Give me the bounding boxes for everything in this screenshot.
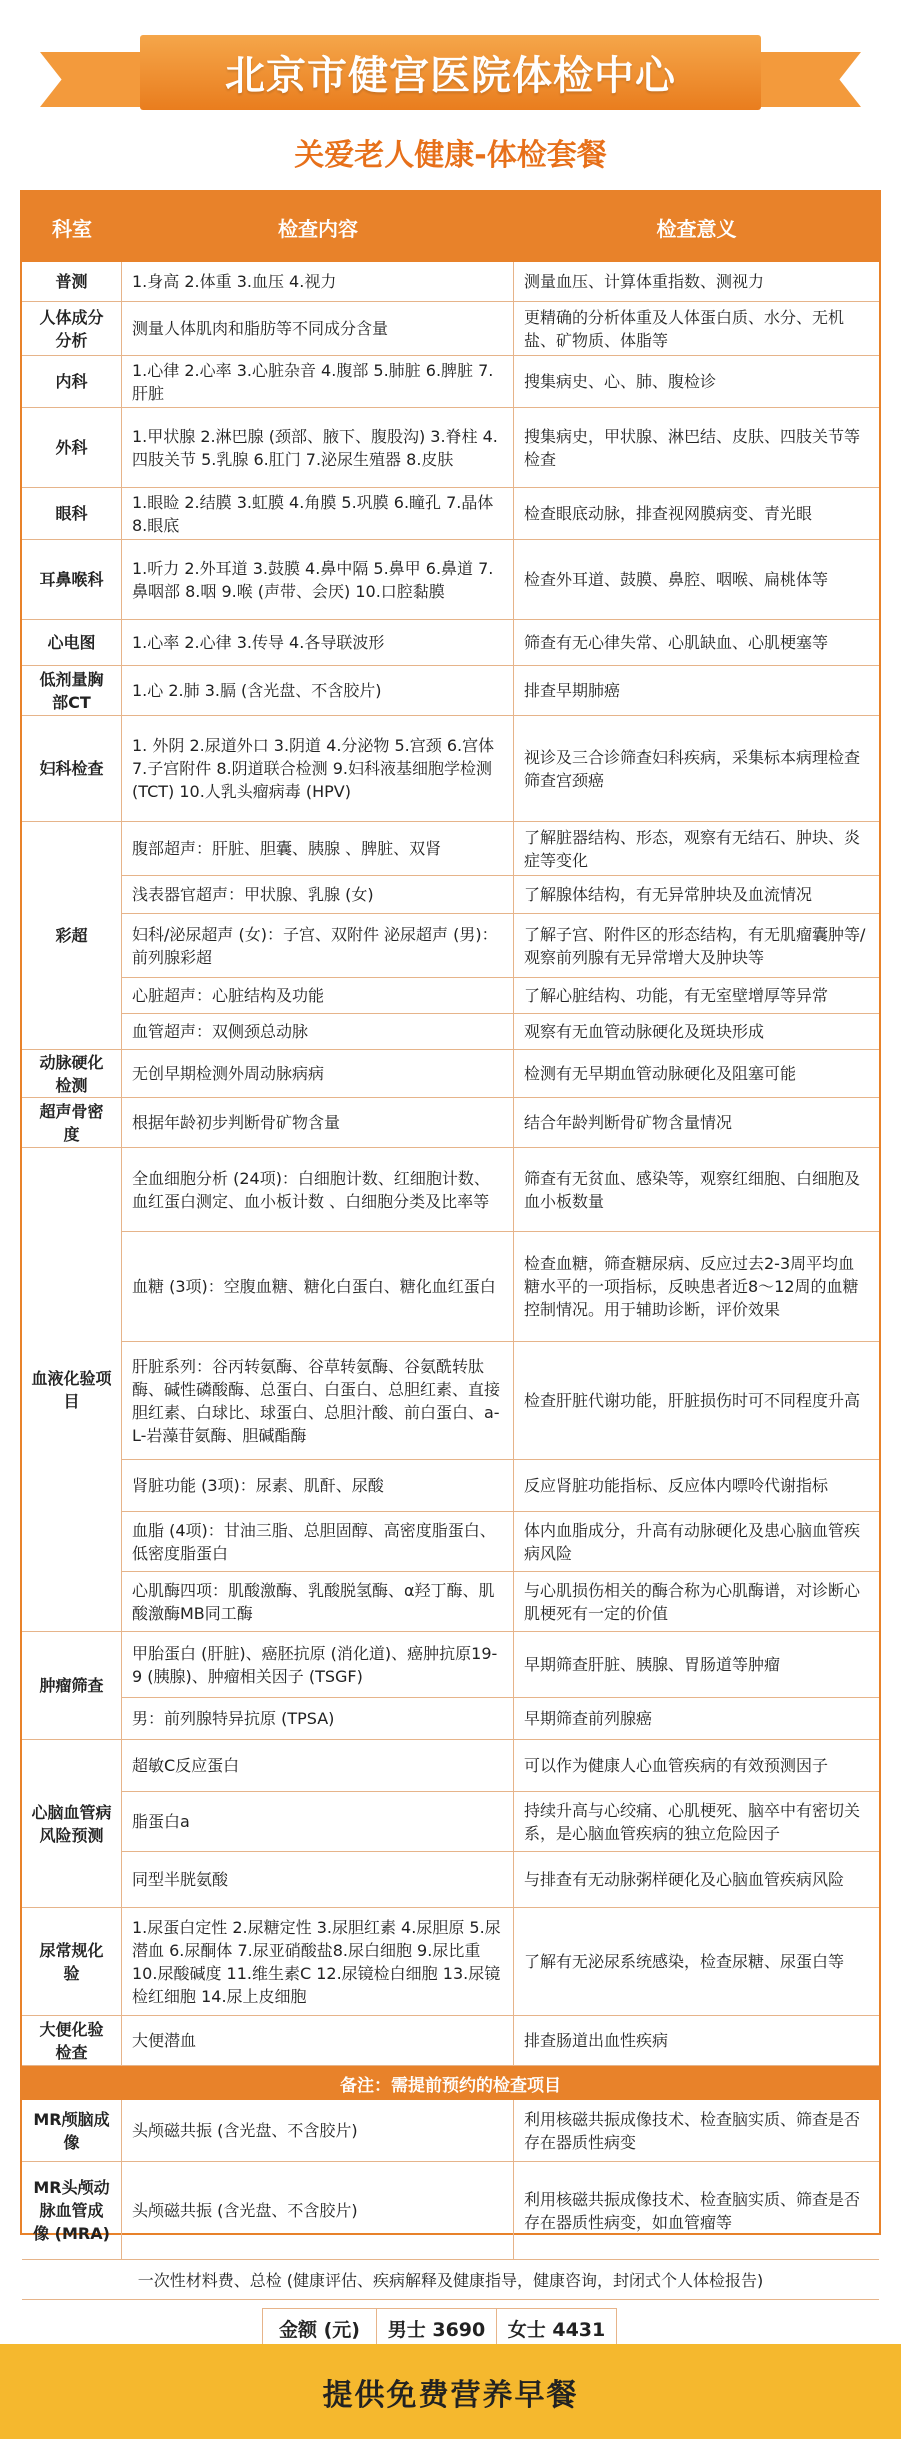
fee-note: 一次性材料费、总检 (健康评估、疾病解释及健康指导，健康咨询，封闭式个人体检报告) xyxy=(22,2260,879,2300)
dept-cell: 外科 xyxy=(22,408,122,487)
item-cell: 腹部超声：肝脏、胆囊、胰腺 、脾脏、双肾 xyxy=(122,822,514,875)
table-row xyxy=(22,2100,879,2162)
item-cell: 全血细胞分析 (24项)：白细胞计数、红细胞计数、血红蛋白测定、血小板计数 、白细胞分类及比率等 xyxy=(122,1148,514,1231)
meaning-cell: 了解脏器结构、形态，观察有无结石、肿块、炎症等变化 xyxy=(524,827,861,870)
item-cell: 血脂 (4项)：甘油三脂、总胆固醇、高密度脂蛋白、低密度脂蛋白 xyxy=(122,1512,514,1571)
table-subrow xyxy=(122,1632,879,1698)
item-cell: 1. 外阴 2.尿道外口 3.阴道 4.分泌物 5.宫颈 6.宫体 7.子宫附件 8.阴道联合检测 9.妇科液基细胞学检测 (TCT) 10.人乳头瘤病毒 (HPV) xyxy=(122,716,514,821)
table-subrow xyxy=(122,1342,879,1460)
item-cell: 无创早期检测外周动脉病病 xyxy=(122,1050,514,1097)
header-item: 检查内容 xyxy=(278,216,358,241)
table-subrow xyxy=(122,1014,879,1050)
header-dept: 科室 xyxy=(52,216,92,241)
table-subrow xyxy=(122,1740,879,1792)
item-cell: 肾脏功能 (3项)：尿素、肌酐、尿酸 xyxy=(122,1460,514,1511)
table-subrow xyxy=(122,1148,879,1232)
meaning-cell: 了解腺体结构，有无异常肿块及血流情况 xyxy=(524,885,813,904)
dept-cell: MR颅脑成像 xyxy=(22,2100,122,2161)
table-header xyxy=(22,192,879,262)
meaning-cell: 了解心脏结构、功能，有无室壁增厚等异常 xyxy=(524,986,829,1005)
meaning-cell: 与心肌损伤相关的酶合称为心肌酶谱，对诊断心肌梗死有一定的价值 xyxy=(524,1580,861,1623)
item-cell: 1.心率 2.心律 3.传导 4.各导联波形 xyxy=(122,620,514,665)
meaning-cell: 可以作为健康人心血管疾病的有效预测因子 xyxy=(524,1756,829,1775)
table-subrow xyxy=(122,876,879,914)
title-ribbon xyxy=(0,30,901,125)
item-cell: 妇科/泌尿超声 (女)：子宫、双附件 泌尿超声 (男)：前列腺彩超 xyxy=(122,914,514,977)
dept-cell: 心电图 xyxy=(22,620,122,665)
table-subrow xyxy=(122,1232,879,1342)
meaning-cell: 检查眼底动脉，排查视网膜病变、青光眼 xyxy=(524,504,813,523)
meaning-cell: 检查肝脏代谢功能，肝脏损伤时可不同程度升高 xyxy=(524,1391,861,1410)
meaning-cell: 与排查有无动脉粥样硬化及心脑血管疾病风险 xyxy=(524,1870,845,1889)
dept-cell-tumor: 肿瘤筛查 xyxy=(22,1632,122,1740)
meaning-cell: 了解有无泌尿系统感染，检查尿糖、尿蛋白等 xyxy=(524,1952,845,1971)
item-cell: 1.心律 2.心率 3.心脏杂音 4.腹部 5.肺脏 6.脾脏 7.肝脏 xyxy=(122,356,514,407)
meaning-cell: 筛查有无贫血、感染等，观察红细胞、白细胞及血小板数量 xyxy=(524,1168,861,1211)
checkup-table xyxy=(20,190,881,2341)
dept-cell: MR头颅动脉血管成像 (MRA) xyxy=(22,2162,122,2259)
package-subtitle: 关爱老人健康-体检套餐 xyxy=(294,138,607,173)
meaning-cell: 搜集病史、心、肺、腹检诊 xyxy=(524,372,717,391)
dept-cell: 超声骨密度 xyxy=(22,1098,122,1147)
meaning-cell: 测量血压、计算体重指数、测视力 xyxy=(524,272,765,291)
price-female: 女士 4431 xyxy=(497,2308,617,2348)
meaning-cell: 更精确的分析体重及人体蛋白质、水分、无机盐、矿物质、体脂等 xyxy=(524,307,845,350)
meaning-cell: 体内血脂成分，升高有动脉硬化及患心脑血管疾病风险 xyxy=(524,1520,861,1563)
meaning-cell: 早期筛查前列腺癌 xyxy=(524,1709,653,1728)
dept-cell: 眼科 xyxy=(22,488,122,539)
table-subrow xyxy=(122,1460,879,1512)
table-subrow xyxy=(122,914,879,978)
dept-cell: 耳鼻喉科 xyxy=(22,540,122,619)
table-subrow xyxy=(122,1792,879,1852)
dept-cell: 低剂量胸部CT xyxy=(22,666,122,715)
table-row xyxy=(22,302,879,356)
item-cell: 心脏超声：心脏结构及功能 xyxy=(122,978,514,1013)
meaning-cell: 早期筛查肝脏、胰腺、胃肠道等肿瘤 xyxy=(524,1655,781,1674)
header-meaning: 检查意义 xyxy=(656,216,737,241)
item-cell: 1.听力 2.外耳道 3.鼓膜 4.鼻中隔 5.鼻甲 6.鼻道 7.鼻咽部 8.咽 9.喉 (声带、会厌) 10.口腔黏膜 xyxy=(122,540,514,619)
meaning-cell: 了解子宫、附件区的形态结构，有无肌瘤囊肿等/观察前列腺有无异常增大及肿块等 xyxy=(524,924,866,967)
item-cell: 头颅磁共振 (含光盘、不含胶片) xyxy=(122,2100,514,2161)
item-cell: 1.心 2.肺 3.膈 (含光盘、不含胶片) xyxy=(122,666,514,715)
table-row xyxy=(22,262,879,302)
dept-cell: 动脉硬化检测 xyxy=(22,1050,122,1097)
meaning-cell: 反应肾脏功能指标、反应体内嘌呤代谢指标 xyxy=(524,1476,829,1495)
meaning-cell: 筛查有无心律失常、心肌缺血、心肌梗塞等 xyxy=(524,633,829,652)
meaning-cell: 排查肠道出血性疾病 xyxy=(524,2031,669,2050)
meaning-cell: 检查外耳道、鼓膜、鼻腔、咽喉、扁桃体等 xyxy=(524,570,829,589)
item-cell: 同型半胱氨酸 xyxy=(122,1852,514,1907)
table-subrow xyxy=(122,1852,879,1908)
dept-cell: 人体成分分析 xyxy=(22,302,122,355)
breakfast-banner: 提供免费营养早餐 xyxy=(0,2344,901,2439)
dept-cell-blood: 血液化验项目 xyxy=(22,1148,122,1632)
item-cell: 1.甲状腺 2.淋巴腺 (颈部、腋下、腹股沟) 3.脊柱 4.四肢关节 5.乳腺 6.肛门 7.泌尿生殖器 8.皮肤 xyxy=(122,408,514,487)
item-cell: 男：前列腺特异抗原 (TPSA) xyxy=(122,1698,514,1739)
item-cell: 甲胎蛋白 (肝脏)、癌胚抗原 (消化道)、癌肿抗原19-9 (胰腺)、肿瘤相关因子 (TSGF) xyxy=(122,1632,514,1697)
meaning-cell: 持续升高与心绞痛、心肌梗死、脑卒中有密切关系，是心脑血管疾病的独立危险因子 xyxy=(524,1800,861,1843)
dept-cell-cardio: 心脑血管病风险预测 xyxy=(22,1740,122,1908)
table-row xyxy=(22,716,879,822)
meaning-cell: 利用核磁共振成像技术、检查脑实质、筛查是否存在器质性病变，如血管瘤等 xyxy=(524,2189,861,2232)
meaning-cell: 搜集病史，甲状腺、淋巴结、皮肤、四肢关节等检查 xyxy=(524,426,861,469)
note-bar: 备注：需提前预约的检查项目 xyxy=(22,2066,879,2100)
table-row xyxy=(22,666,879,716)
item-cell: 1.眼睑 2.结膜 3.虹膜 4.角膜 5.巩膜 6.瞳孔 7.晶体 8.眼底 xyxy=(122,488,514,539)
price-male: 男士 3690 xyxy=(377,2308,497,2348)
item-cell: 根据年龄初步判断骨矿物含量 xyxy=(122,1098,514,1147)
table-row xyxy=(22,1098,879,1148)
dept-cell: 普测 xyxy=(22,262,122,301)
table-subrow xyxy=(122,978,879,1014)
table-row xyxy=(22,488,879,540)
table-row xyxy=(22,408,879,488)
item-cell: 超敏C反应蛋白 xyxy=(122,1740,514,1791)
table-row xyxy=(22,356,879,408)
table-row xyxy=(22,1050,879,1098)
table-subrow xyxy=(122,1572,879,1632)
item-cell: 测量人体肌肉和脂肪等不同成分含量 xyxy=(122,302,514,355)
dept-cell: 妇科检查 xyxy=(22,716,122,821)
item-cell: 血糖 (3项)：空腹血糖、糖化白蛋白、糖化血红蛋白 xyxy=(122,1232,514,1341)
meaning-cell: 观察有无血管动脉硬化及斑块形成 xyxy=(524,1022,765,1041)
item-cell: 1.身高 2.体重 3.血压 4.视力 xyxy=(122,262,514,301)
dept-cell: 内科 xyxy=(22,356,122,407)
table-row xyxy=(22,620,879,666)
page-title: 北京市健宫医院体检中心 xyxy=(140,35,761,110)
item-cell: 大便潜血 xyxy=(122,2016,514,2065)
meaning-cell: 视诊及三合诊筛查妇科疾病，采集标本病理检查筛查宫颈癌 xyxy=(524,747,861,790)
item-cell: 1.尿蛋白定性 2.尿糖定性 3.尿胆红素 4.尿胆原 5.尿潜血 6.尿酮体 7.尿亚硝酸盐8.尿白细胞 9.尿比重 10.尿酸碱度 11.维生素C 12.尿镜检白细胞 13.尿镜检红细胞 14.尿上皮细胞 xyxy=(122,1908,514,2015)
meaning-cell: 结合年龄判断骨矿物含量情况 xyxy=(524,1113,733,1132)
dept-cell-ultrasound: 彩超 xyxy=(22,822,122,1050)
table-row xyxy=(22,2162,879,2260)
item-cell: 肝脏系列：谷丙转氨酶、谷草转氨酶、谷氨酰转肽酶、碱性磷酸酶、总蛋白、白蛋白、总胆红素、直接胆红素、白球比、球蛋白、总胆汁酸、前白蛋白、a-L-岩藻苷氨酶、胆碱酯酶 xyxy=(122,1342,514,1459)
item-cell: 浅表器官超声：甲状腺、乳腺 (女) xyxy=(122,876,514,913)
table-row xyxy=(22,2016,879,2066)
price-label: 金额 (元) xyxy=(262,2308,377,2348)
table-row xyxy=(22,540,879,620)
table-subrow xyxy=(122,1698,879,1740)
dept-cell: 尿常规化验 xyxy=(22,1908,122,2015)
table-subrow xyxy=(122,1512,879,1572)
dept-cell: 大便化验检查 xyxy=(22,2016,122,2065)
meaning-cell: 利用核磁共振成像技术、检查脑实质、筛查是否存在器质性病变 xyxy=(524,2109,861,2152)
item-cell: 脂蛋白a xyxy=(122,1792,514,1851)
item-cell: 头颅磁共振 (含光盘、不含胶片) xyxy=(122,2162,514,2259)
item-cell: 心肌酶四项：肌酸激酶、乳酸脱氢酶、α羟丁酶、肌酸激酶MB同工酶 xyxy=(122,1572,514,1631)
meaning-cell: 检测有无早期血管动脉硬化及阻塞可能 xyxy=(524,1064,797,1083)
table-row xyxy=(22,1908,879,2016)
item-cell: 血管超声：双侧颈总动脉 xyxy=(122,1014,514,1049)
table-subrow xyxy=(122,822,879,876)
meaning-cell: 检查血糖，筛查糖尿病、反应过去2-3周平均血糖水平的一项指标，反映患者近8～12周的血糖控制情况。用于辅助诊断，评价效果 xyxy=(524,1254,859,1319)
meaning-cell: 排查早期肺癌 xyxy=(524,681,621,700)
